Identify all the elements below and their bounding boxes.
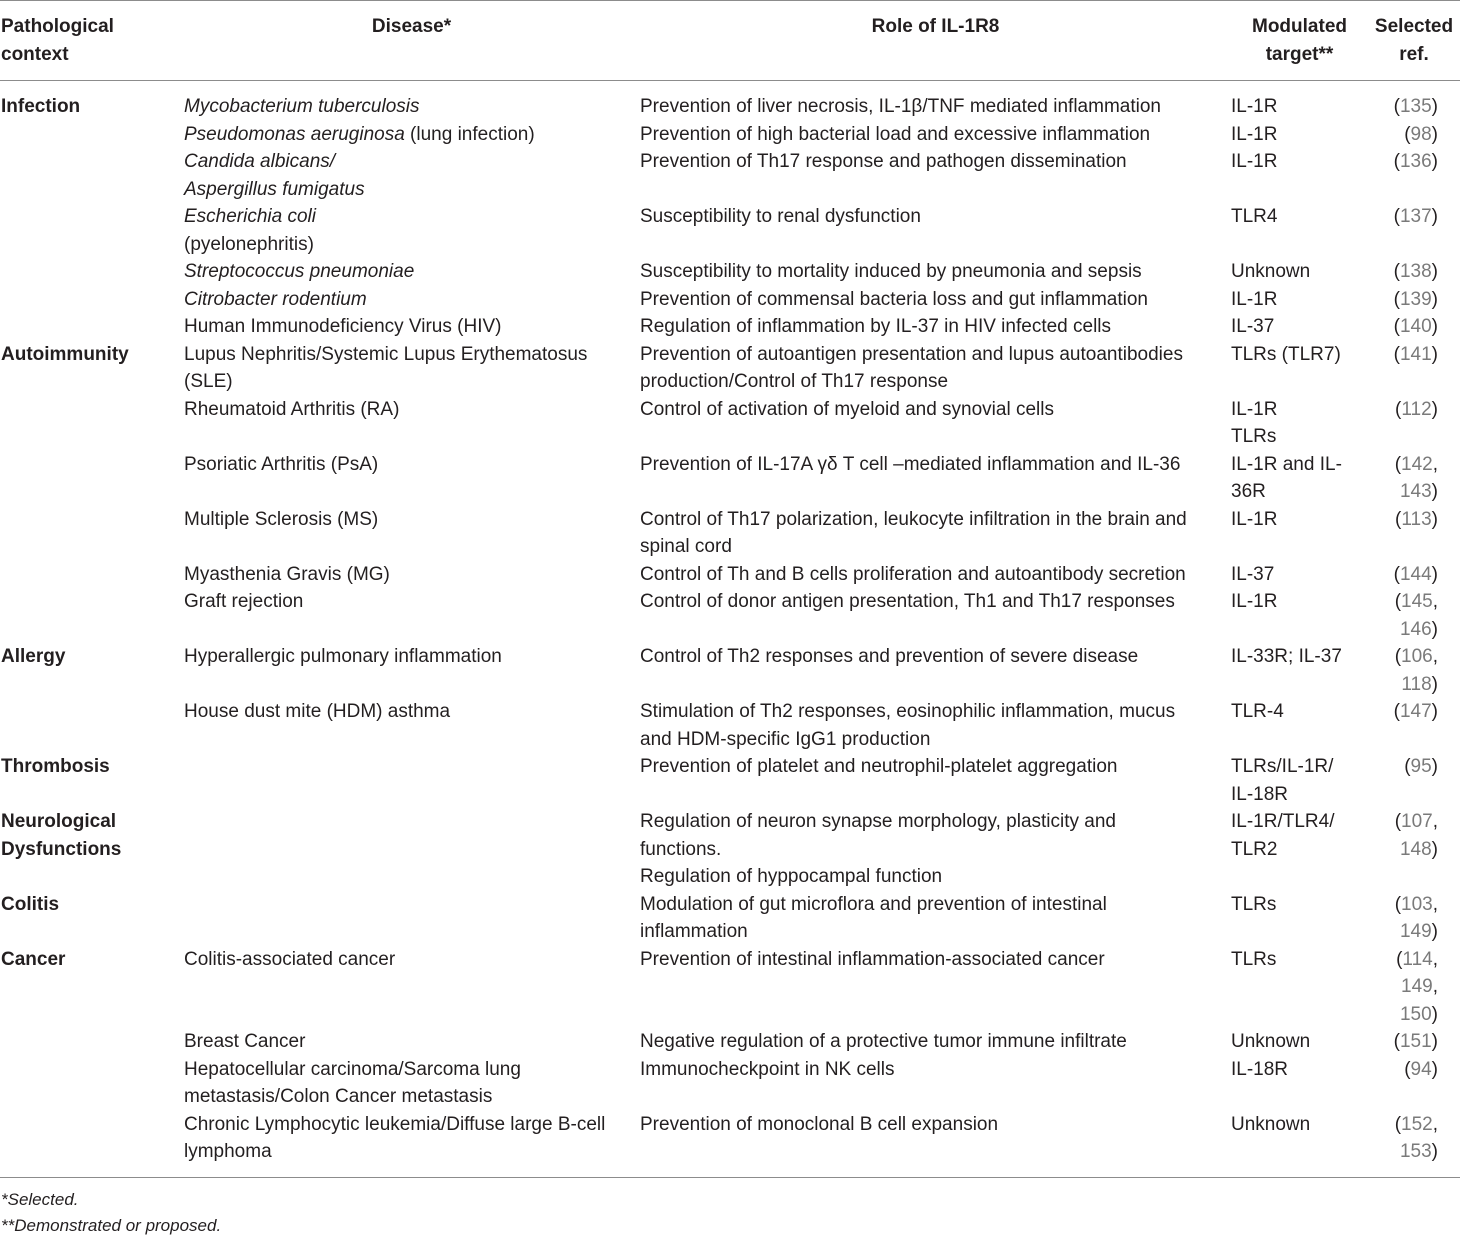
header-ref: Selected ref. (1374, 16, 1454, 65)
cell-context: Cancer (1, 948, 66, 970)
cell-ref[interactable] (1368, 341, 1460, 396)
reference-link[interactable]: 148) (1399, 838, 1438, 860)
cell-ref[interactable] (1368, 1028, 1460, 1056)
table-row (0, 808, 1460, 891)
table-row (0, 561, 1460, 589)
header-role: Role of IL-1R8 (871, 16, 1000, 37)
cell-role: Control of Th17 polarization, leukocyte infiltration in the brain and spinal cord (640, 508, 1187, 557)
cell-ref[interactable] (1368, 81, 1460, 121)
cell-target: TLR-4 (1231, 701, 1284, 722)
cell-disease: Hyperallergic pulmonary inflammation (184, 646, 502, 667)
table-row (0, 451, 1460, 506)
reference-link[interactable]: (112) (1395, 398, 1438, 420)
cell-target: IL-33R; IL-37 (1231, 646, 1342, 667)
cell-ref[interactable] (1368, 588, 1460, 643)
cell-context (0, 286, 183, 314)
table-row (0, 1056, 1460, 1111)
cell-disease (183, 891, 640, 946)
cell-target: Unknown (1231, 1113, 1311, 1135)
cell-role: Prevention of liver necrosis, IL-1β/TNF mediated inflammation (640, 96, 1161, 117)
table-row (0, 588, 1460, 643)
cell-target: Unknown (1231, 261, 1311, 282)
table-row (0, 258, 1460, 286)
cell-context (0, 698, 183, 753)
cell-context: Neurological Dysfunctions (1, 811, 122, 860)
cell-role: Control of activation of myeloid and synovial cells (640, 398, 1054, 420)
cell-ref[interactable] (1368, 698, 1460, 753)
cell-role: Regulation of neuron synapse morphology, plasticity and functions. Regulation of hyppocampal function (640, 811, 1116, 887)
reference-link[interactable]: (137) (1393, 206, 1438, 227)
cell-context (0, 506, 183, 561)
table-row (0, 1111, 1460, 1178)
reference-link[interactable]: (147) (1393, 701, 1438, 722)
table-row (0, 506, 1460, 561)
cell-target: IL-1R TLRs (1231, 398, 1278, 447)
cell-target: IL-1R (1231, 123, 1278, 145)
table-row (0, 81, 1460, 121)
cell-ref[interactable] (1368, 561, 1460, 589)
cell-target: IL-1R (1231, 151, 1278, 172)
cell-disease: Human Immunodeficiency Virus (HIV) (184, 316, 502, 337)
reference-link[interactable]: 149, 150) (1399, 976, 1438, 1025)
cell-disease: Rheumatoid Arthritis (RA) (184, 398, 400, 420)
reference-link[interactable]: 153) (1399, 1141, 1438, 1162)
cell-disease: Candida albicans/ Aspergillus fumigatus (184, 151, 365, 200)
cell-target: Unknown (1231, 1031, 1311, 1052)
cell-context (0, 396, 183, 451)
reference-link[interactable]: (144) (1393, 563, 1438, 585)
cell-target: IL-18R (1231, 1058, 1289, 1080)
cell-disease: Citrobacter rodentium (184, 288, 367, 310)
reference-link[interactable]: (151) (1393, 1031, 1438, 1052)
reference-link[interactable]: (138) (1393, 261, 1438, 282)
cell-ref[interactable] (1368, 121, 1460, 149)
table-row (0, 203, 1460, 258)
cell-disease: Chronic Lymphocytic leukemia/Diffuse large B-cell lymphoma (184, 1113, 606, 1162)
reference-link[interactable]: (107, (1394, 811, 1438, 832)
cell-disease (183, 753, 640, 808)
cell-role: Prevention of high bacterial load and excessive inflammation (640, 123, 1151, 145)
cell-ref[interactable] (1368, 891, 1460, 946)
cell-ref[interactable] (1368, 203, 1460, 258)
header-target: Modulated target** (1252, 16, 1347, 65)
footnotes (0, 1178, 1460, 1239)
reference-link[interactable]: (106, (1394, 646, 1438, 667)
cell-target: TLRs (1231, 948, 1277, 970)
cell-context (0, 203, 183, 258)
cell-role: Prevention of platelet and neutrophil-platelet aggregation (640, 756, 1118, 777)
cell-target: IL-1R (1231, 288, 1278, 310)
table-row (0, 396, 1460, 451)
reference-link[interactable]: (113) (1395, 508, 1438, 530)
cell-context (0, 1056, 183, 1111)
table-row (0, 286, 1460, 314)
cell-ref[interactable] (1368, 148, 1460, 203)
cell-context (0, 121, 183, 149)
cell-target: TLR4 (1231, 206, 1278, 227)
reference-link[interactable]: (152, (1394, 1113, 1438, 1135)
cell-role: Immunocheckpoint in NK cells (640, 1058, 895, 1080)
cell-ref[interactable] (1368, 286, 1460, 314)
footnote-selected: *Selected. (1, 1189, 79, 1209)
cell-target: TLRs (TLR7) (1231, 343, 1341, 365)
cell-role: Prevention of autoantigen presentation and lupus autoantibodies production/Control of Th17 response (640, 343, 1183, 392)
cell-target: IL-1R and IL- 36R (1231, 453, 1342, 502)
reference-link[interactable]: (139) (1393, 288, 1438, 310)
reference-link[interactable]: (145, (1394, 591, 1438, 612)
cell-disease: Lupus Nephritis/Systemic Lupus Erythematosus (SLE) (184, 343, 588, 392)
cell-role: Control of Th2 responses and prevention of severe disease (640, 646, 1139, 667)
reference-link[interactable]: 143) (1399, 481, 1438, 502)
cell-disease: Hepatocellular carcinoma/Sarcoma lung metastasis/Colon Cancer metastasis (184, 1058, 521, 1107)
cell-role: Prevention of IL-17A γδ T cell –mediated inflammation and IL-36 (640, 453, 1181, 475)
table-row (0, 1028, 1460, 1056)
cell-disease: Escherichia coli (pyelonephritis) (184, 206, 316, 255)
cell-role: Negative regulation of a protective tumor immune infiltrate (640, 1031, 1127, 1052)
cell-ref[interactable] (1368, 753, 1460, 808)
cell-role: Regulation of inflammation by IL-37 in HIV infected cells (640, 316, 1112, 337)
cell-context (0, 451, 183, 506)
cell-disease: House dust mite (HDM) asthma (184, 701, 451, 722)
reference-link[interactable]: 118) (1401, 673, 1438, 695)
cell-role: Control of donor antigen presentation, Th1 and Th17 responses (640, 591, 1175, 612)
cell-target: IL-1R (1231, 591, 1278, 612)
cell-context (0, 561, 183, 589)
cell-context: Autoimmunity (1, 343, 129, 365)
cell-target: TLRs (1231, 893, 1277, 915)
cell-context (0, 1111, 183, 1178)
cell-target: IL-37 (1231, 316, 1275, 337)
header-disease: Disease* (371, 16, 452, 37)
cell-disease: Colitis-associated cancer (184, 948, 396, 970)
cell-target: IL-37 (1231, 563, 1275, 585)
cell-disease: Pseudomonas aeruginosa (lung infection) (184, 123, 535, 145)
cell-disease: Mycobacterium tuberculosis (184, 96, 420, 117)
cell-role: Prevention of intestinal inflammation-associated cancer (640, 948, 1105, 970)
cell-role: Prevention of monoclonal B cell expansion (640, 1113, 999, 1135)
cell-role: Stimulation of Th2 responses, eosinophilic inflammation, mucus and HDM-specific IgG1 production (640, 701, 1176, 750)
cell-disease: Graft rejection (184, 591, 304, 612)
table-row (0, 313, 1460, 341)
reference-link[interactable]: (98) (1404, 123, 1438, 145)
cell-ref[interactable] (1368, 1111, 1460, 1178)
table-row (0, 946, 1460, 1029)
cell-target: TLRs/IL-1R/ IL-18R (1231, 756, 1334, 805)
cell-ref[interactable] (1368, 1056, 1460, 1111)
reference-link[interactable]: 146) (1399, 618, 1438, 640)
table-header (0, 1, 1460, 81)
reference-link[interactable]: 149) (1399, 921, 1438, 942)
cell-ref[interactable] (1368, 313, 1460, 341)
cell-ref[interactable] (1368, 808, 1460, 891)
cell-disease: Streptococcus pneumoniae (184, 261, 415, 282)
cell-context (0, 148, 183, 203)
cell-context (0, 313, 183, 341)
reference-link[interactable]: (94) (1404, 1058, 1438, 1080)
cell-role: Modulation of gut microflora and prevention of intestinal inflammation (640, 893, 1107, 942)
footnote-demonstrated: **Demonstrated or proposed. (1, 1215, 222, 1235)
reference-link[interactable]: (142, (1394, 453, 1438, 475)
reference-link[interactable]: (135) (1393, 96, 1438, 117)
cell-ref[interactable] (1368, 258, 1460, 286)
cell-ref[interactable] (1368, 643, 1460, 698)
reference-link[interactable]: (141) (1393, 343, 1438, 365)
cell-target: IL-1R (1231, 508, 1278, 530)
table-row (0, 341, 1460, 396)
cell-ref[interactable] (1368, 946, 1460, 1029)
cell-context: Allergy (1, 646, 66, 667)
cell-role: Prevention of Th17 response and pathogen dissemination (640, 151, 1127, 172)
cell-context: Thrombosis (1, 756, 110, 777)
cell-context (0, 258, 183, 286)
cell-role: Susceptibility to mortality induced by pneumonia and sepsis (640, 261, 1142, 282)
header-context: Pathological context (1, 16, 114, 65)
cell-disease: Multiple Sclerosis (MS) (184, 508, 379, 530)
table-row (0, 891, 1460, 946)
cell-context: Infection (1, 96, 81, 117)
cell-disease: Psoriatic Arthritis (PsA) (184, 453, 379, 475)
cell-target: IL-1R/TLR4/ TLR2 (1231, 811, 1335, 860)
reference-link[interactable]: (140) (1393, 316, 1438, 337)
cell-disease (183, 808, 640, 891)
reference-link[interactable]: (103, (1394, 893, 1438, 915)
table-row (0, 753, 1460, 808)
reference-link[interactable]: (95) (1404, 756, 1438, 777)
cell-disease: Breast Cancer (184, 1031, 306, 1052)
cell-ref[interactable] (1368, 451, 1460, 506)
cell-role: Susceptibility to renal dysfunction (640, 206, 921, 227)
table-row (0, 148, 1460, 203)
cell-ref[interactable] (1368, 506, 1460, 561)
reference-link[interactable]: (136) (1393, 151, 1438, 172)
cell-context (0, 588, 183, 643)
table-body (0, 81, 1460, 1178)
table-row (0, 121, 1460, 149)
table-row (0, 698, 1460, 753)
cell-disease: Myasthenia Gravis (MG) (184, 563, 390, 585)
cell-role: Prevention of commensal bacteria loss and gut inflammation (640, 288, 1148, 310)
cell-role: Control of Th and B cells proliferation and autoantibody secretion (640, 563, 1186, 585)
reference-link[interactable]: (114, (1396, 948, 1438, 970)
cell-target: IL-1R (1231, 96, 1278, 117)
cell-ref[interactable] (1368, 396, 1460, 451)
cell-context (0, 1028, 183, 1056)
table-row (0, 643, 1460, 698)
cell-context: Colitis (1, 893, 60, 915)
